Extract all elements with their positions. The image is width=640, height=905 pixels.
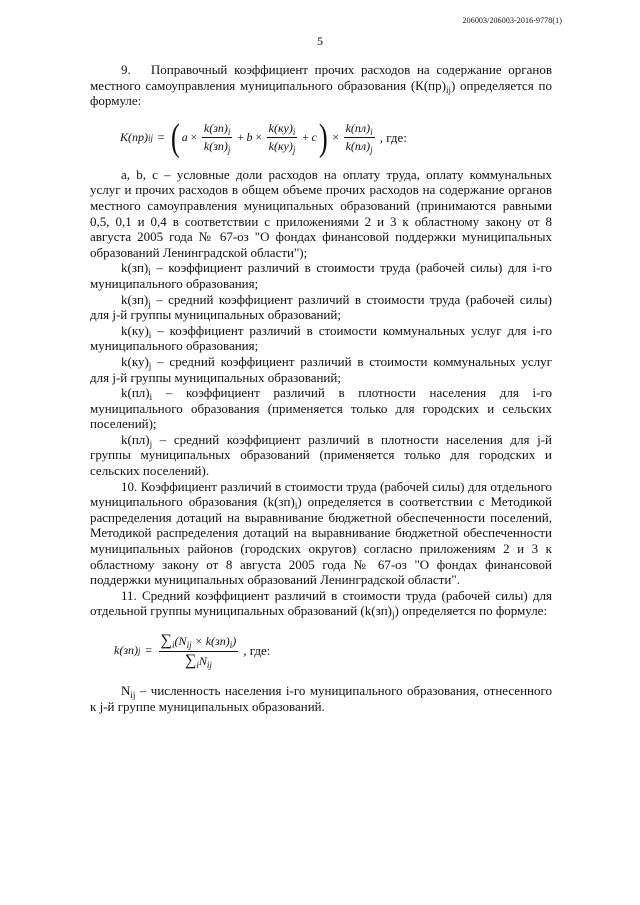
formula-kzp-j: k(зп) j = $\frac{\sum_i(N_{ij} \times k(зп)_i)}{\sum_iN_{ij}}$ , где:: [114, 631, 271, 670]
left-paren: (: [171, 116, 180, 159]
right-paren: ): [318, 116, 328, 159]
definition-k-pl-i: $k(пл)_i$ – коэффициент различий в плотности населения для i-го муниципального образования (применяется только для городских и сельских поселений);: [90, 385, 552, 432]
definition-k-ku-j: $k(ку)_j$ – средний коэффициент различий в стоимости коммунальных услуг для j-й группы муниципальных образований;: [90, 353, 552, 385]
definition-k-zp-j: $k(зп)_j$ – средний коэффициент различий в стоимости труда (рабочей силы) для j-й группы муниципальных образований;: [90, 291, 552, 323]
definition-n-ij: $N_{ij}$ – численность населения i-го муниципального образования, отнесенного к j-й группе муниципальных образований.: [90, 683, 552, 714]
document-body: [90, 62, 552, 714]
definition-abc: a, b, c – условные доли расходов на оплату труда, оплату коммунальных услуг и прочих расходов в общем объеме прочих расходов на содержание органов местного самоуправления муниципальных образований (принимаются равными 0,5, 0,1 и 0,4 в соответствии с приложениями 2 и 3 к областному закону от 8 августа 2005 года № 67-оз "О фондах финансовой поддержки муниципальных образований Ленинградской области");: [90, 166, 552, 260]
paragraph-9: 9. Поправочный коэффициент прочих расходов на содержание органов местного самоуправления муниципального образования $(К(пр)_{ij})$ определяется по формуле:: [90, 62, 552, 109]
definition-k-ku-i: $k(ку)_i$ – коэффициент различий в стоимости коммунальных услуг для i-го муниципального образования;: [90, 322, 552, 354]
paragraph-11: 11. Средний коэффициент различий в стоимости труда (рабочей силы) для отдельной группы муниципальных образований $(k(зп)_j)$ определяется по формуле:: [90, 587, 552, 621]
definition-k-pl-j: $k(пл)_j$ – средний коэффициент различий в плотности населения для j-й группы муниципальных образований (применяется только для городских и сельских поселений).: [90, 431, 552, 479]
document-id: 206003/206003-2016-9778(1): [462, 16, 562, 25]
page-number: 5: [317, 34, 323, 48]
definition-k-zp-i: $k(зп)_i$ – коэффициент различий в стоимости труда (рабочей силы) для i-го муниципального образования;: [90, 260, 552, 291]
formula-kpr: K(пр) ij = ( a × $\frac{k(зп)_i}{k(зп)_j}$ + b × $\frac{k(ку)_i}{k(ку)_j}$ + c ) × $\frac{k(пл)_i}{k(пл)_j}$ , где:: [120, 116, 407, 159]
paragraph-10: 10. Коэффициент различий в стоимости труда (рабочей силы) для отдельного муниципального образования $(k(зп)_i)$ определяется в соответствии с Методикой распределения дотаций на выравнивание бюджетной обеспеченности поселений, Методикой распределения дотаций на выравнивание бюджетной обеспеченности муниципальных районов (городских округов) согласно приложениям 2 и 3 к областному закону от 8 августа 2005 года № 67-оз "О фондах финансовой поддержки муниципальных образований Ленинградской области".: [90, 478, 553, 588]
